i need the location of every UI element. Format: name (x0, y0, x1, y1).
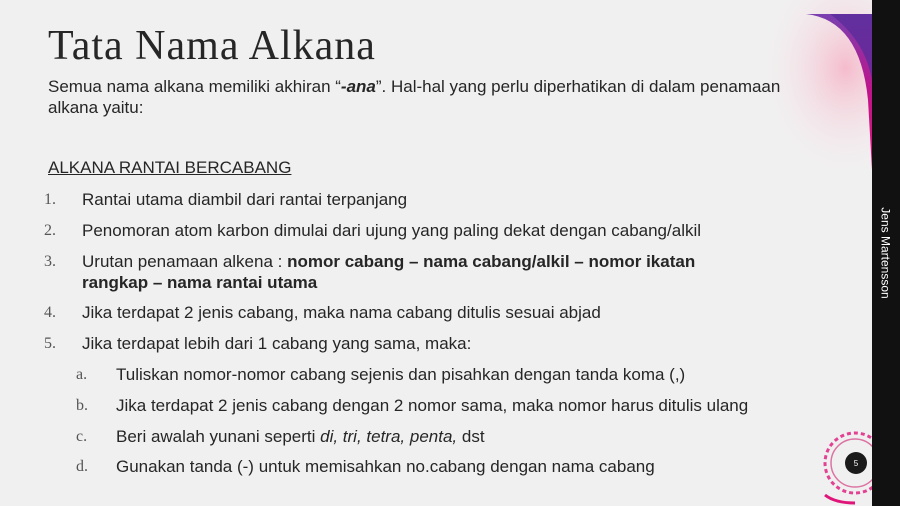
slide: Jens Martensson Tata Nama Alkana Semua nama alkana memiliki akhiran “-ana”. Hal-hal yang perlu diperhatikan di dalam penamaan alkana yaitu: ALKANA RANTAI BERCABANG 1. Rantai utama diambil dari rantai terpanjang 2. Penomoran atom karbon dimulai dari ujung yang paling dekat dengan cabang/alkil 3. Urutan penamaan alkena : nomor cabang – nama cabang/alkil – nomor ikatan rangkap – nama rantai utama 4. Jika terdapat 2 jenis cabang, maka nama cabang ditulis sesuai abjad 5. Jika terdapat lebih dari 1 cabang yang sama, maka: a. Tuliskan nomor-nomor cabang sejenis dan pisahkan dengan tanda koma (,) b. Jika terdapat 2 jenis cabang dengan 2 nomor sama, maka nomor harus ditulis ulang c. Beri awalah yunani seperti di, tri, tetra, penta, dst d. Gunakan tanda (-) untuk memisahkan no.cabang dengan nama cabang 5 (0, 0, 900, 506)
intro-paragraph: Semua nama alkana memiliki akhiran “-ana”. Hal-hal yang perlu diperhatikan di dalam penamaan alkana yaitu: (48, 77, 781, 117)
author-label: Jens Martensson (879, 207, 894, 299)
section-heading: ALKANA RANTAI BERCABANG (48, 158, 292, 177)
page-number-badge: 5 (845, 452, 867, 474)
slide-title: Tata Nama Alkana (48, 23, 376, 69)
intro-emphasis: -ana (340, 77, 376, 96)
